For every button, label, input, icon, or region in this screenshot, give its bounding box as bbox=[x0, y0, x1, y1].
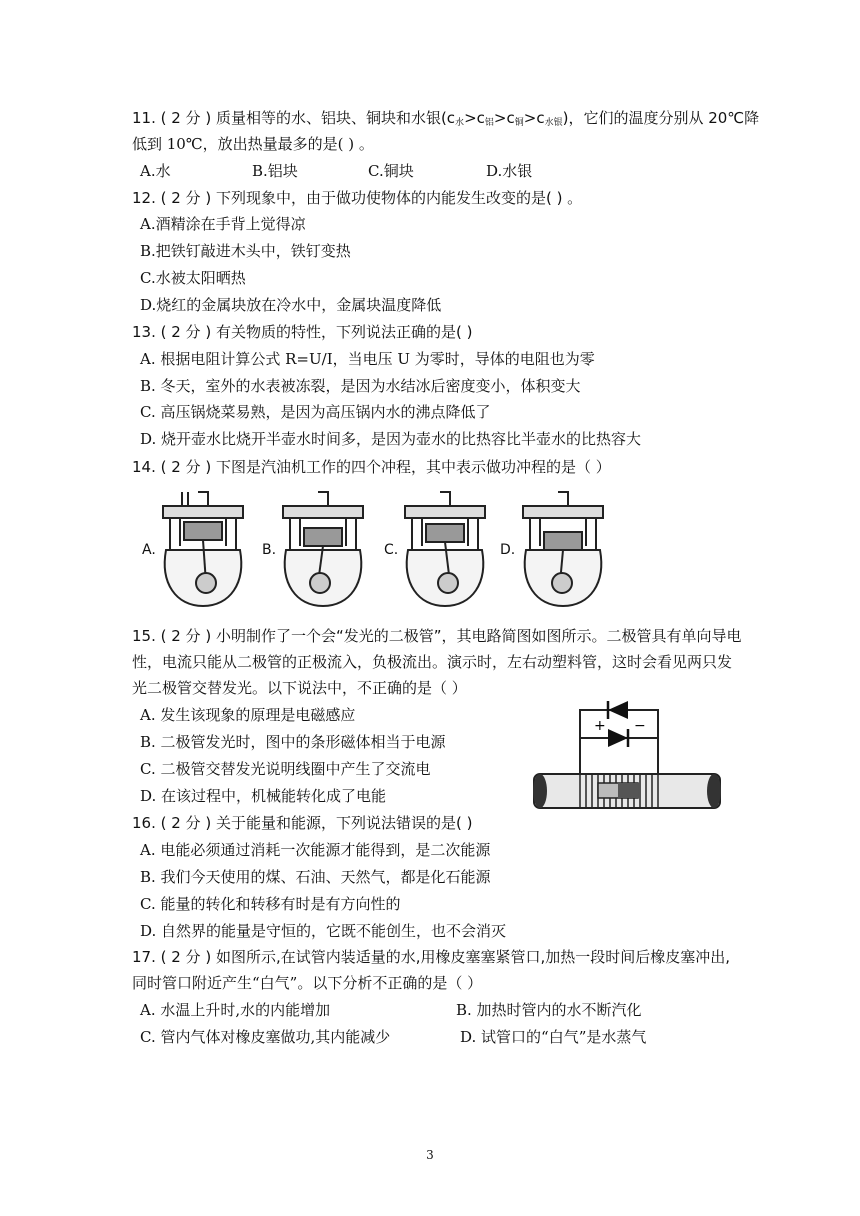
q15-option-b: B. 二极管发光时，图中的条形磁体相当于电源 bbox=[140, 733, 446, 751]
q12-option-b: B.把铁钉敲进木头中，铁钉变热 bbox=[140, 242, 351, 260]
page-number: 3 bbox=[426, 1148, 434, 1162]
q16-option-b: B. 我们今天使用的煤、石油、天然气，都是化石能源 bbox=[140, 868, 491, 886]
q12-stem: 12. ( 2 分 ) 下列现象中，由于做功使物体的内能发生改变的是( ) 。 bbox=[132, 189, 583, 207]
diode-circuit-figure bbox=[528, 690, 728, 815]
q17-option-a: A. 水温上升时,水的内能增加 bbox=[140, 1001, 331, 1019]
q12-option-a: A.酒精涂在手背上觉得凉 bbox=[140, 215, 306, 233]
q15-stem-line3: 光二极管交替发光。以下说法中，不正确的是（ ） bbox=[132, 679, 467, 697]
q17-option-d: D. 试管口的“白气”是水蒸气 bbox=[460, 1028, 647, 1046]
engine-stroke-b-figure bbox=[278, 488, 368, 608]
q14-label-d: D. bbox=[500, 542, 516, 558]
q13-option-c: C. 高压锅烧菜易熟，是因为高压锅内水的沸点降低了 bbox=[140, 403, 491, 421]
q17-stem-line1: 17. ( 2 分 ) 如图所示,在试管内装适量的水,用橡皮塞塞紧管口,加热一段时间后橡皮塞冲出, bbox=[132, 948, 731, 966]
q16-option-c: C. 能量的转化和转移有时是有方向性的 bbox=[140, 895, 401, 913]
q16-option-d: D. 自然界的能量是守恒的，它既不能创生，也不会消灭 bbox=[140, 922, 507, 940]
q11-option-a: A.水 bbox=[140, 162, 171, 180]
q13-option-b: B. 冬天，室外的水表被冻裂，是因为水结冰后密度变小，体积变大 bbox=[140, 377, 581, 395]
q17-option-c: C. 管内气体对橡皮塞做功,其内能减少 bbox=[140, 1028, 391, 1046]
q15-option-c: C. 二极管交替发光说明线圈中产生了交流电 bbox=[140, 760, 431, 778]
engine-stroke-d-figure bbox=[518, 488, 608, 608]
q16-option-a: A. 电能必须通过消耗一次能源才能得到，是二次能源 bbox=[140, 841, 491, 859]
engine-stroke-a-figure bbox=[158, 488, 248, 608]
q11-stem-line1: 11. ( 2 分 ) 质量相等的水、铝块、铜块和水银$(c_水>c_铝>c_铜>c_{水银})$，它们的温度分别从 20℃降 bbox=[132, 109, 760, 128]
q11-option-b: B.铝块 bbox=[252, 162, 298, 180]
q14-label-b: B. bbox=[262, 542, 277, 558]
q11-option-d: D.水银 bbox=[486, 162, 533, 180]
q12-option-c: C.水被太阳晒热 bbox=[140, 269, 246, 287]
q14-label-c: C. bbox=[384, 542, 399, 558]
q17-stem-line2: 同时管口附近产生“白气”。以下分析不正确的是（ ） bbox=[132, 974, 483, 992]
q14-label-a: A. bbox=[142, 542, 156, 558]
q15-stem-line2: 性，电流只能从二极管的正极流入，负极流出。演示时，左右动塑料管，这时会看见两只发 bbox=[132, 653, 733, 671]
q14-stem: 14. ( 2 分 ) 下图是汽油机工作的四个冲程，其中表示做功冲程的是（ ） bbox=[132, 458, 611, 476]
q12-option-d: D.烧红的金属块放在冷水中，金属块温度降低 bbox=[140, 296, 442, 314]
plus-sign: + bbox=[594, 718, 606, 734]
q11-option-c: C.铜块 bbox=[368, 162, 414, 180]
q15-option-d: D. 在该过程中，机械能转化成了电能 bbox=[140, 787, 387, 805]
engine-stroke-c-figure bbox=[400, 488, 490, 608]
q13-option-d: D. 烧开壶水比烧开半壶水时间多，是因为壶水的比热容比半壶水的比热容大 bbox=[140, 430, 642, 448]
q13-stem: 13. ( 2 分 ) 有关物质的特性，下列说法正确的是( ) bbox=[132, 323, 473, 341]
q11-stem-line2: 低到 10℃，放出热量最多的是( ) 。 bbox=[132, 135, 374, 153]
q15-option-a: A. 发生该现象的原理是电磁感应 bbox=[140, 706, 356, 724]
q16-stem: 16. ( 2 分 ) 关于能量和能源，下列说法错误的是( ) bbox=[132, 814, 473, 832]
q17-option-b: B. 加热时管内的水不断汽化 bbox=[456, 1001, 642, 1019]
minus-sign: − bbox=[634, 718, 646, 734]
q15-stem-line1: 15. ( 2 分 ) 小明制作了一个会“发光的二极管”，其电路简图如图所示。二极管具有单向导电 bbox=[132, 627, 742, 645]
q13-option-a: A. 根据电阻计算公式 R=U/I，当电压 U 为零时，导体的电阻也为零 bbox=[140, 350, 595, 368]
